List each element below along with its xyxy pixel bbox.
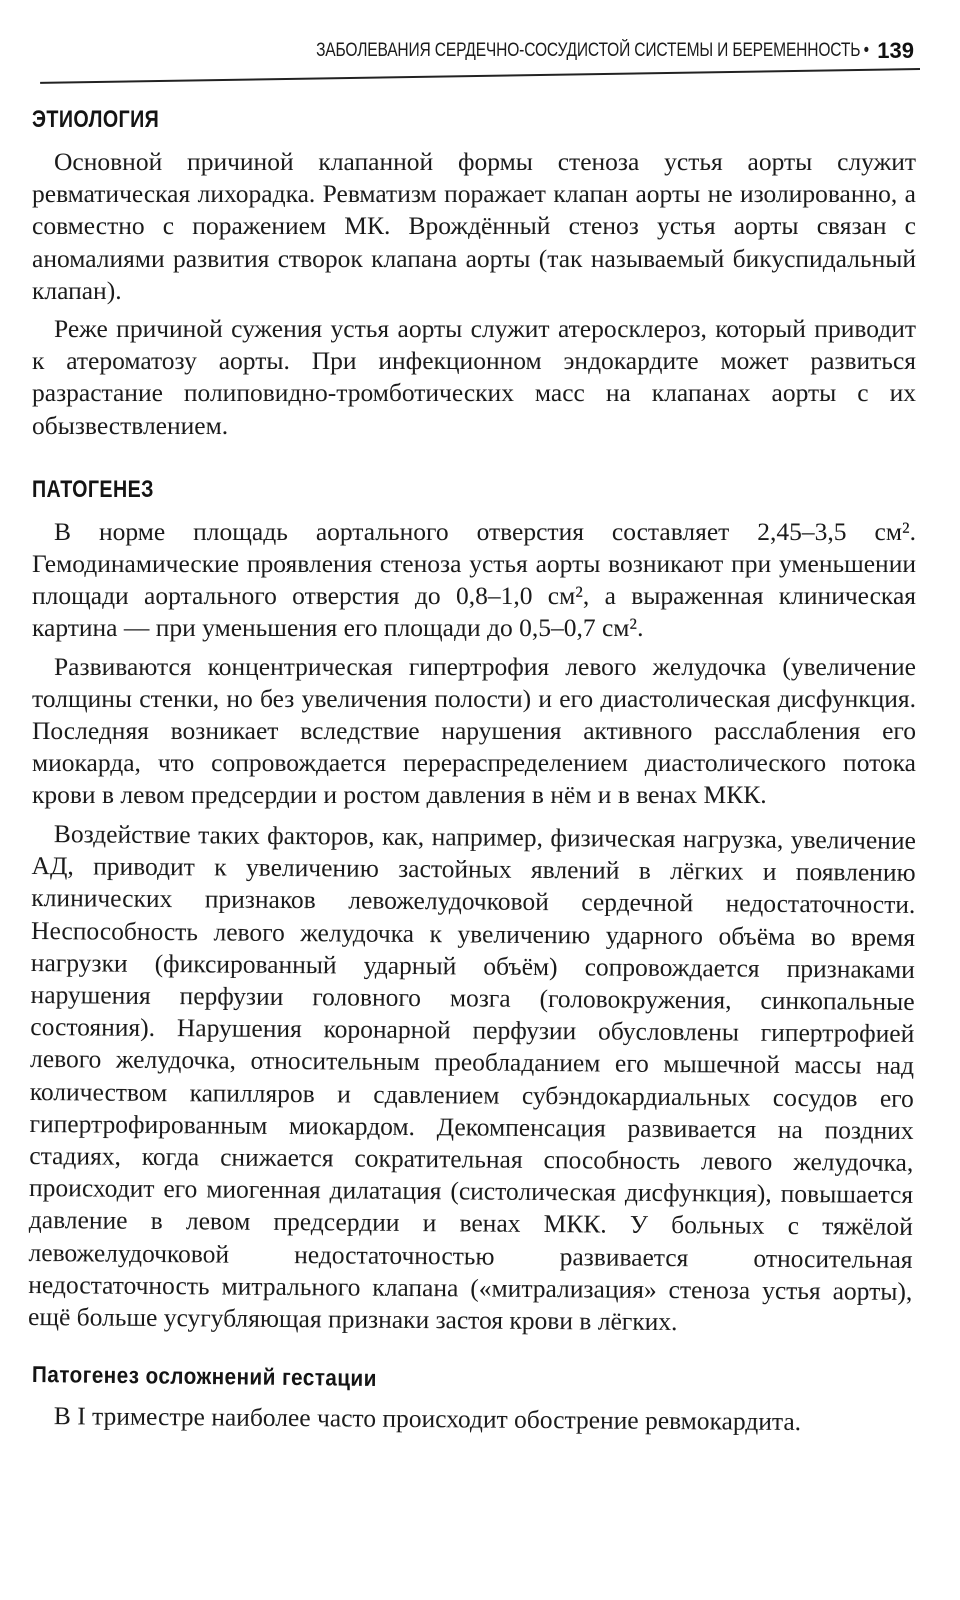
header-bullet: •	[863, 40, 869, 61]
section-title-etiology: ЭТИОЛОГИЯ	[32, 106, 160, 133]
section-title-pathogenesis: ПАТОГЕНЕЗ	[32, 475, 154, 503]
running-title: ЗАБОЛЕВАНИЯ СЕРДЕЧНО-СОСУДИСТОЙ СИСТЕМЫ И БЕРЕМЕННОСТЬ •	[315, 40, 869, 61]
header-rule	[40, 68, 920, 84]
page-number: 139	[877, 38, 914, 63]
pathogenesis-paragraph-3: Воздействие таких факторов, как, например, физическая нагрузка, увеличение АД, приводит к увеличению застойных явлений в лёгких и появлению клинических признаков левожелудочковой сердечной недостаточности. Неспособность левого желудочка к увеличению ударного объёма во время нагрузки (фиксированный ударный объём) сопровождается признаками нарушения перфузии головного мозга (головокружения, синкопальные состояния). Нарушения коронарной перфузии обусловлены гипертрофией левого желудочка, относительным преобладанием его мышечной массы над количеством капилляров и сдавлением субэндокардиальных сосудов его гипертрофированным миокардом. Декомпенсация развивается на поздних стадиях, когда снижается сократительная способность левого желудочка, происходит его миогенная дилатация (систолическая дисфункция), повышается давление в левом предсердии и венах МКК. У больных с тяжёлой левожелудочковой недостаточностью развивается относительная недостаточность митрального клапана («митрализация» стеноза устья аорты), ещё больше усугубляющая признаки застоя крови в лёгких.	[27, 818, 916, 1336]
pathogenesis-paragraph-1: В норме площадь аортального отверстия составляет 2,45–3,5 см². Гемодинамические проявления стеноза устья аорты возникают при уменьшении площади аортального отверстия до 0,8–1,0 см², а выраженная клиническая картина — при уменьшения его площади до 0,5–0,7 см².	[32, 516, 916, 643]
pathogenesis-paragraph-2: Развиваются концентрическая гипертрофия левого желудочка (увеличение толщины стенки, но без увеличения полости) и его диастолическая дисфункция. Последняя возникает вследствие нарушения активного расслабления его миокарда, что сопровождается перераспределением диастолического потока крови в левом предсердии и ростом давления в нём и в венах МКК.	[32, 651, 916, 810]
page-body	[27, 100, 916, 1436]
etiology-paragraph-2: Реже причиной сужения устья аорты служит атеросклероз, который приводит к атероматозу аорты. При инфекционном эндокардите может развиться разрастание полиповидно-тромботических масс на клапанах аорты с их обызвествлением.	[32, 314, 916, 440]
section-title-gestation-complications: Патогенез осложнений гестации	[31, 1360, 377, 1391]
running-header	[0, 38, 920, 74]
etiology-paragraph-1: Основной причиной клапанной формы стеноза устья аорты служит ревматическая лихорадка. Ревматизм поражает клапан аорты не изолированно, а совместно с поражением МК. Врождённый стеноз устья аорты связан с аномалиями развития створок клапана аорты (так называемый бикуспидальный клапан).	[32, 147, 916, 305]
gestation-paragraph-1: В I триместре наиболее часто происходит обострение ревмокардита.	[53, 1401, 802, 1436]
